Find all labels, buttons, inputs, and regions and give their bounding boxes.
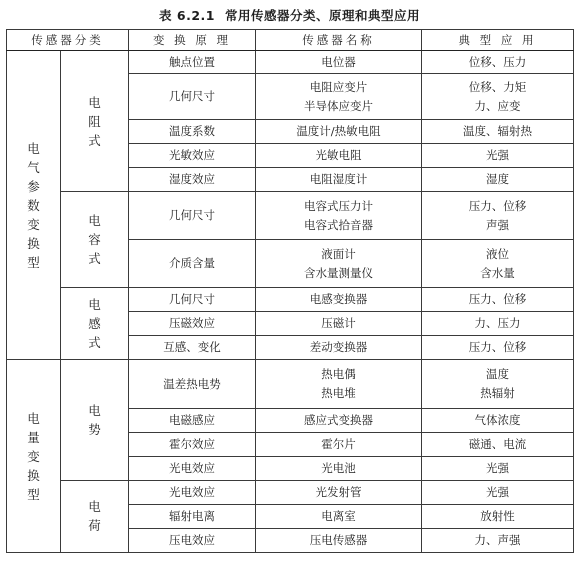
table-row — [7, 51, 574, 74]
cell-principle: 互感、变化 — [129, 336, 256, 360]
cell-name: 电离室 — [256, 504, 422, 528]
cell-name: 光电池 — [256, 456, 422, 480]
cell-principle: 几何尺寸 — [129, 192, 256, 240]
table-row — [7, 360, 574, 408]
cell-application: 光强 — [422, 480, 574, 504]
cell-principle: 光敏效应 — [129, 144, 256, 168]
cell-name: 霍尔片 — [256, 432, 422, 456]
cell-name: 热电偶 热电堆 — [256, 360, 422, 408]
cell-name: 电阻湿度计 — [256, 168, 422, 192]
cell-principle: 压电效应 — [129, 528, 256, 552]
subgroup-inductive: 电 感 式 — [61, 288, 129, 360]
table-row — [7, 192, 574, 240]
cell-name: 光敏电阻 — [256, 144, 422, 168]
cell-application: 液位 含水量 — [422, 240, 574, 288]
cell-application: 放射性 — [422, 504, 574, 528]
group-electrical-qty: 电 量 变 换 型 — [7, 360, 61, 553]
cell-principle: 几何尺寸 — [129, 74, 256, 120]
sensor-classification-table — [6, 29, 574, 553]
cell-application: 磁通、电流 — [422, 432, 574, 456]
header-name: 传感器名称 — [256, 30, 422, 51]
group-electrical-param: 电 气 参 数 变 换 型 — [7, 51, 61, 360]
subgroup-potential: 电 势 — [61, 360, 129, 480]
header-application: 典 型 应 用 — [422, 30, 574, 51]
cell-application: 压力、位移 — [422, 288, 574, 312]
cell-application: 位移、力矩 力、应变 — [422, 74, 574, 120]
cell-name: 温度计/热敏电阻 — [256, 120, 422, 144]
cell-application: 力、声强 — [422, 528, 574, 552]
cell-name: 压电传感器 — [256, 528, 422, 552]
cell-application: 位移、压力 — [422, 51, 574, 74]
cell-application: 气体浓度 — [422, 408, 574, 432]
cell-application: 压力、位移 声强 — [422, 192, 574, 240]
caption-title: 常用传感器分类、原理和典型应用 — [224, 8, 420, 23]
subgroup-resistive: 电 阻 式 — [61, 51, 129, 192]
subgroup-charge: 电 荷 — [61, 480, 129, 552]
cell-principle: 光电效应 — [129, 456, 256, 480]
cell-principle: 触点位置 — [129, 51, 256, 74]
cell-name: 电阻应变片 半导体应变片 — [256, 74, 422, 120]
header-classification: 传感器分类 — [7, 30, 129, 51]
cell-name: 电容式压力计 电容式拾音器 — [256, 192, 422, 240]
caption-number: 表 6.2.1 — [159, 8, 215, 23]
header-principle: 变 换 原 理 — [129, 30, 256, 51]
subgroup-capacitive: 电 容 式 — [61, 192, 129, 288]
cell-name: 电感变换器 — [256, 288, 422, 312]
cell-application: 光强 — [422, 144, 574, 168]
cell-application: 温度 热辐射 — [422, 360, 574, 408]
header-row — [7, 30, 574, 51]
cell-principle: 电磁感应 — [129, 408, 256, 432]
cell-principle: 湿度效应 — [129, 168, 256, 192]
cell-principle: 压磁效应 — [129, 312, 256, 336]
cell-principle: 温度系数 — [129, 120, 256, 144]
table-row — [7, 480, 574, 504]
cell-principle: 辐射电离 — [129, 504, 256, 528]
cell-principle: 介质含量 — [129, 240, 256, 288]
cell-name: 压磁计 — [256, 312, 422, 336]
cell-name: 电位器 — [256, 51, 422, 74]
cell-principle: 温差热电势 — [129, 360, 256, 408]
cell-name: 差动变换器 — [256, 336, 422, 360]
cell-application: 力、压力 — [422, 312, 574, 336]
cell-application: 光强 — [422, 456, 574, 480]
cell-application: 温度、辐射热 — [422, 120, 574, 144]
cell-name: 液面计 含水量测量仪 — [256, 240, 422, 288]
cell-principle: 光电效应 — [129, 480, 256, 504]
cell-principle: 霍尔效应 — [129, 432, 256, 456]
cell-principle: 几何尺寸 — [129, 288, 256, 312]
table-row — [7, 288, 574, 312]
cell-name: 光发射管 — [256, 480, 422, 504]
table-caption — [0, 6, 579, 24]
cell-name: 感应式变换器 — [256, 408, 422, 432]
cell-application: 压力、位移 — [422, 336, 574, 360]
cell-application: 湿度 — [422, 168, 574, 192]
